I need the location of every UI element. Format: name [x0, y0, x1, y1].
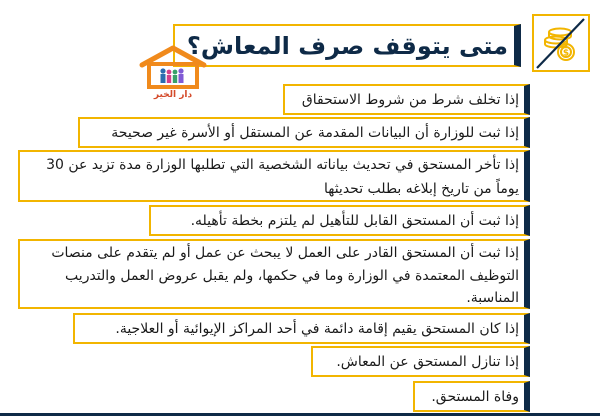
list-item: وفاة المستحق.	[413, 381, 530, 412]
page-title-box	[173, 24, 521, 67]
list-item: إذا ثبت للوزارة أن البيانات المقدمة عن المستقل أو الأسرة غير صحيحة	[78, 117, 530, 148]
list-item: إذا ثبت أن المستحق القابل للتأهيل لم يلتزم بخطة تأهيله.	[149, 205, 530, 236]
list-item: إذا تنازل المستحق عن المعاش.	[311, 346, 530, 377]
list-item: إذا كان المستحق يقيم إقامة دائمة في أحد المراكز الإيوائية أو العلاجية.	[73, 313, 530, 344]
list-item: إذا ثبت أن المستحق القادر على العمل لا يبحث عن عمل أو لم يتقدم على منصات التوظيف المعتمدة في الوزارة وما في حكمها، ولم يقبل عروض العمل والتدريب المناسبة.	[18, 239, 530, 309]
page-title: متى يتوقف صرف المعاش؟	[186, 31, 508, 60]
list-item: إذا تخلف شرط من شروط الاستحقاق	[283, 84, 530, 115]
no-coins-icon	[532, 14, 590, 72]
list-item: إذا تأخر المستحق في تحديث بياناته الشخصية التي تطلبها الوزارة مدة تزيد عن 30 يوماً من تاريخ إبلاغه بطلب تحديثها	[18, 150, 530, 202]
house-family-logo	[138, 45, 208, 107]
logo-name: دار الخير	[153, 90, 193, 100]
svg-text:$: $	[562, 48, 570, 59]
